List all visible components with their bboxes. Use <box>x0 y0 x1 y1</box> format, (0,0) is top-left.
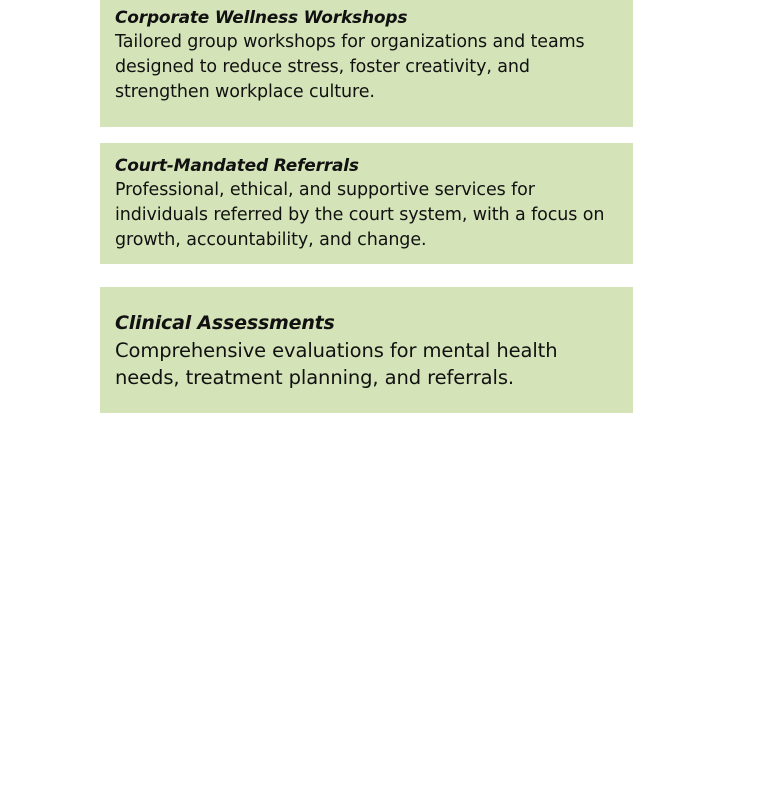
service-title: Clinical Assessments <box>115 312 335 334</box>
service-card-clinical-assessments <box>100 287 633 413</box>
service-title: Corporate Wellness Workshops <box>115 8 408 28</box>
service-card-corporate-wellness <box>100 0 633 127</box>
service-title: Court-Mandated Referrals <box>115 156 359 176</box>
service-description: Comprehensive evaluations for mental health needs, treatment planning, and referrals. <box>115 339 558 389</box>
service-description: Tailored group workshops for organizations and teams designed to reduce stress, foster creativity, and strengthen workplace culture. <box>115 32 585 102</box>
service-card-court-mandated-referrals <box>100 143 633 264</box>
service-description: Professional, ethical, and supportive services for individuals referred by the court system, with a focus on growth, accountability, and change. <box>115 180 605 250</box>
